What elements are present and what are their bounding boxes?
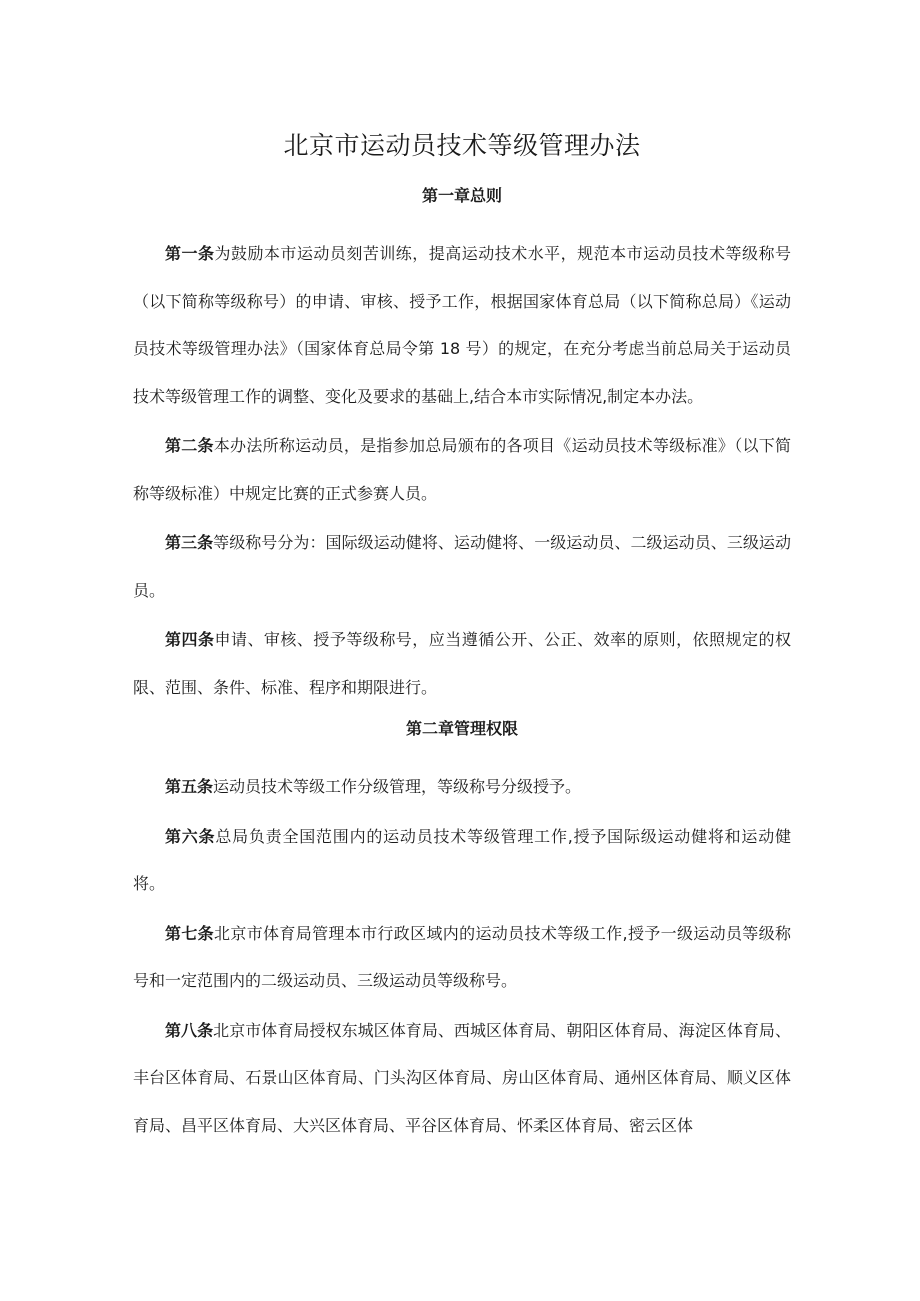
article-5-text: 运动员技术等级工作分级管理，等级称号分级授予。 (213, 777, 582, 796)
document-title: 北京市运动员技术等级管理办法 (283, 131, 641, 160)
chapter-1-heading: 第一章总则 (421, 186, 502, 205)
article-3-label: 第三条 (165, 533, 214, 552)
article-4 (133, 616, 791, 711)
article-1 (133, 230, 791, 420)
article-1-label: 第一条 (165, 244, 215, 263)
document-page (133, 128, 791, 1149)
article-6-text: 总局负责全国范围内的运动员技术等级管理工作,授予国际级运动健将和运动健将。 (133, 826, 791, 893)
chapter-2-heading: 第二章管理权限 (405, 719, 518, 738)
article-4-label: 第四条 (165, 630, 215, 649)
article-5 (133, 763, 791, 811)
article-5-label: 第五条 (165, 777, 214, 796)
article-8-text: 北京市体育局授权东城区体育局、西城区体育局、朝阳区体育局、海淀区体育局、丰台区体育局、石景山区体育局、门头沟区体育局、房山区体育局、通州区体育局、顺义区体育局、昌平区体育局、大兴区体育局、平谷区体育局、怀柔区体育局、密云区体 (133, 1020, 791, 1135)
article-4-text: 申请、审核、授予等级称号，应当遵循公开、公正、效率的原则，依照规定的权限、范围、条件、标准、程序和期限进行。 (133, 630, 791, 697)
article-7 (133, 910, 791, 1005)
article-1-text: 为鼓励本市运动员刻苦训练，提高运动技术水平，规范本市运动员技术等级称号（以下简称等级称号）的申请、审核、授予工作，根据国家体育总局（以下简称总局）《运动员技术等级管理办法》（国家体育总局令第 18 号）的规定，在充分考虑当前总局关于运动员技术等级管理工作的调整、变化及要求的基础上,结合本市实际情况,制定本办法。 (133, 244, 791, 406)
article-7-label: 第七条 (165, 923, 215, 943)
article-6-label: 第六条 (165, 826, 216, 846)
article-7-text: 北京市体育局管理本市行政区域内的运动员技术等级工作,授予一级运动员等级称号和一定范围内的二级运动员、三级运动员等级称号。 (133, 923, 791, 990)
article-2 (133, 422, 791, 517)
article-3 (133, 519, 791, 614)
article-8-label: 第八条 (165, 1020, 214, 1040)
article-8 (133, 1007, 791, 1150)
article-2-label: 第二条 (165, 436, 214, 455)
article-3-text: 等级称号分为：国际级运动健将、运动健将、一级运动员、二级运动员、三级运动员。 (133, 533, 791, 600)
article-2-text: 本办法所称运动员，是指参加总局颁布的各项目《运动员技术等级标准》（以下简称等级标准）中规定比赛的正式参赛人员。 (133, 436, 791, 503)
article-6 (133, 813, 791, 908)
